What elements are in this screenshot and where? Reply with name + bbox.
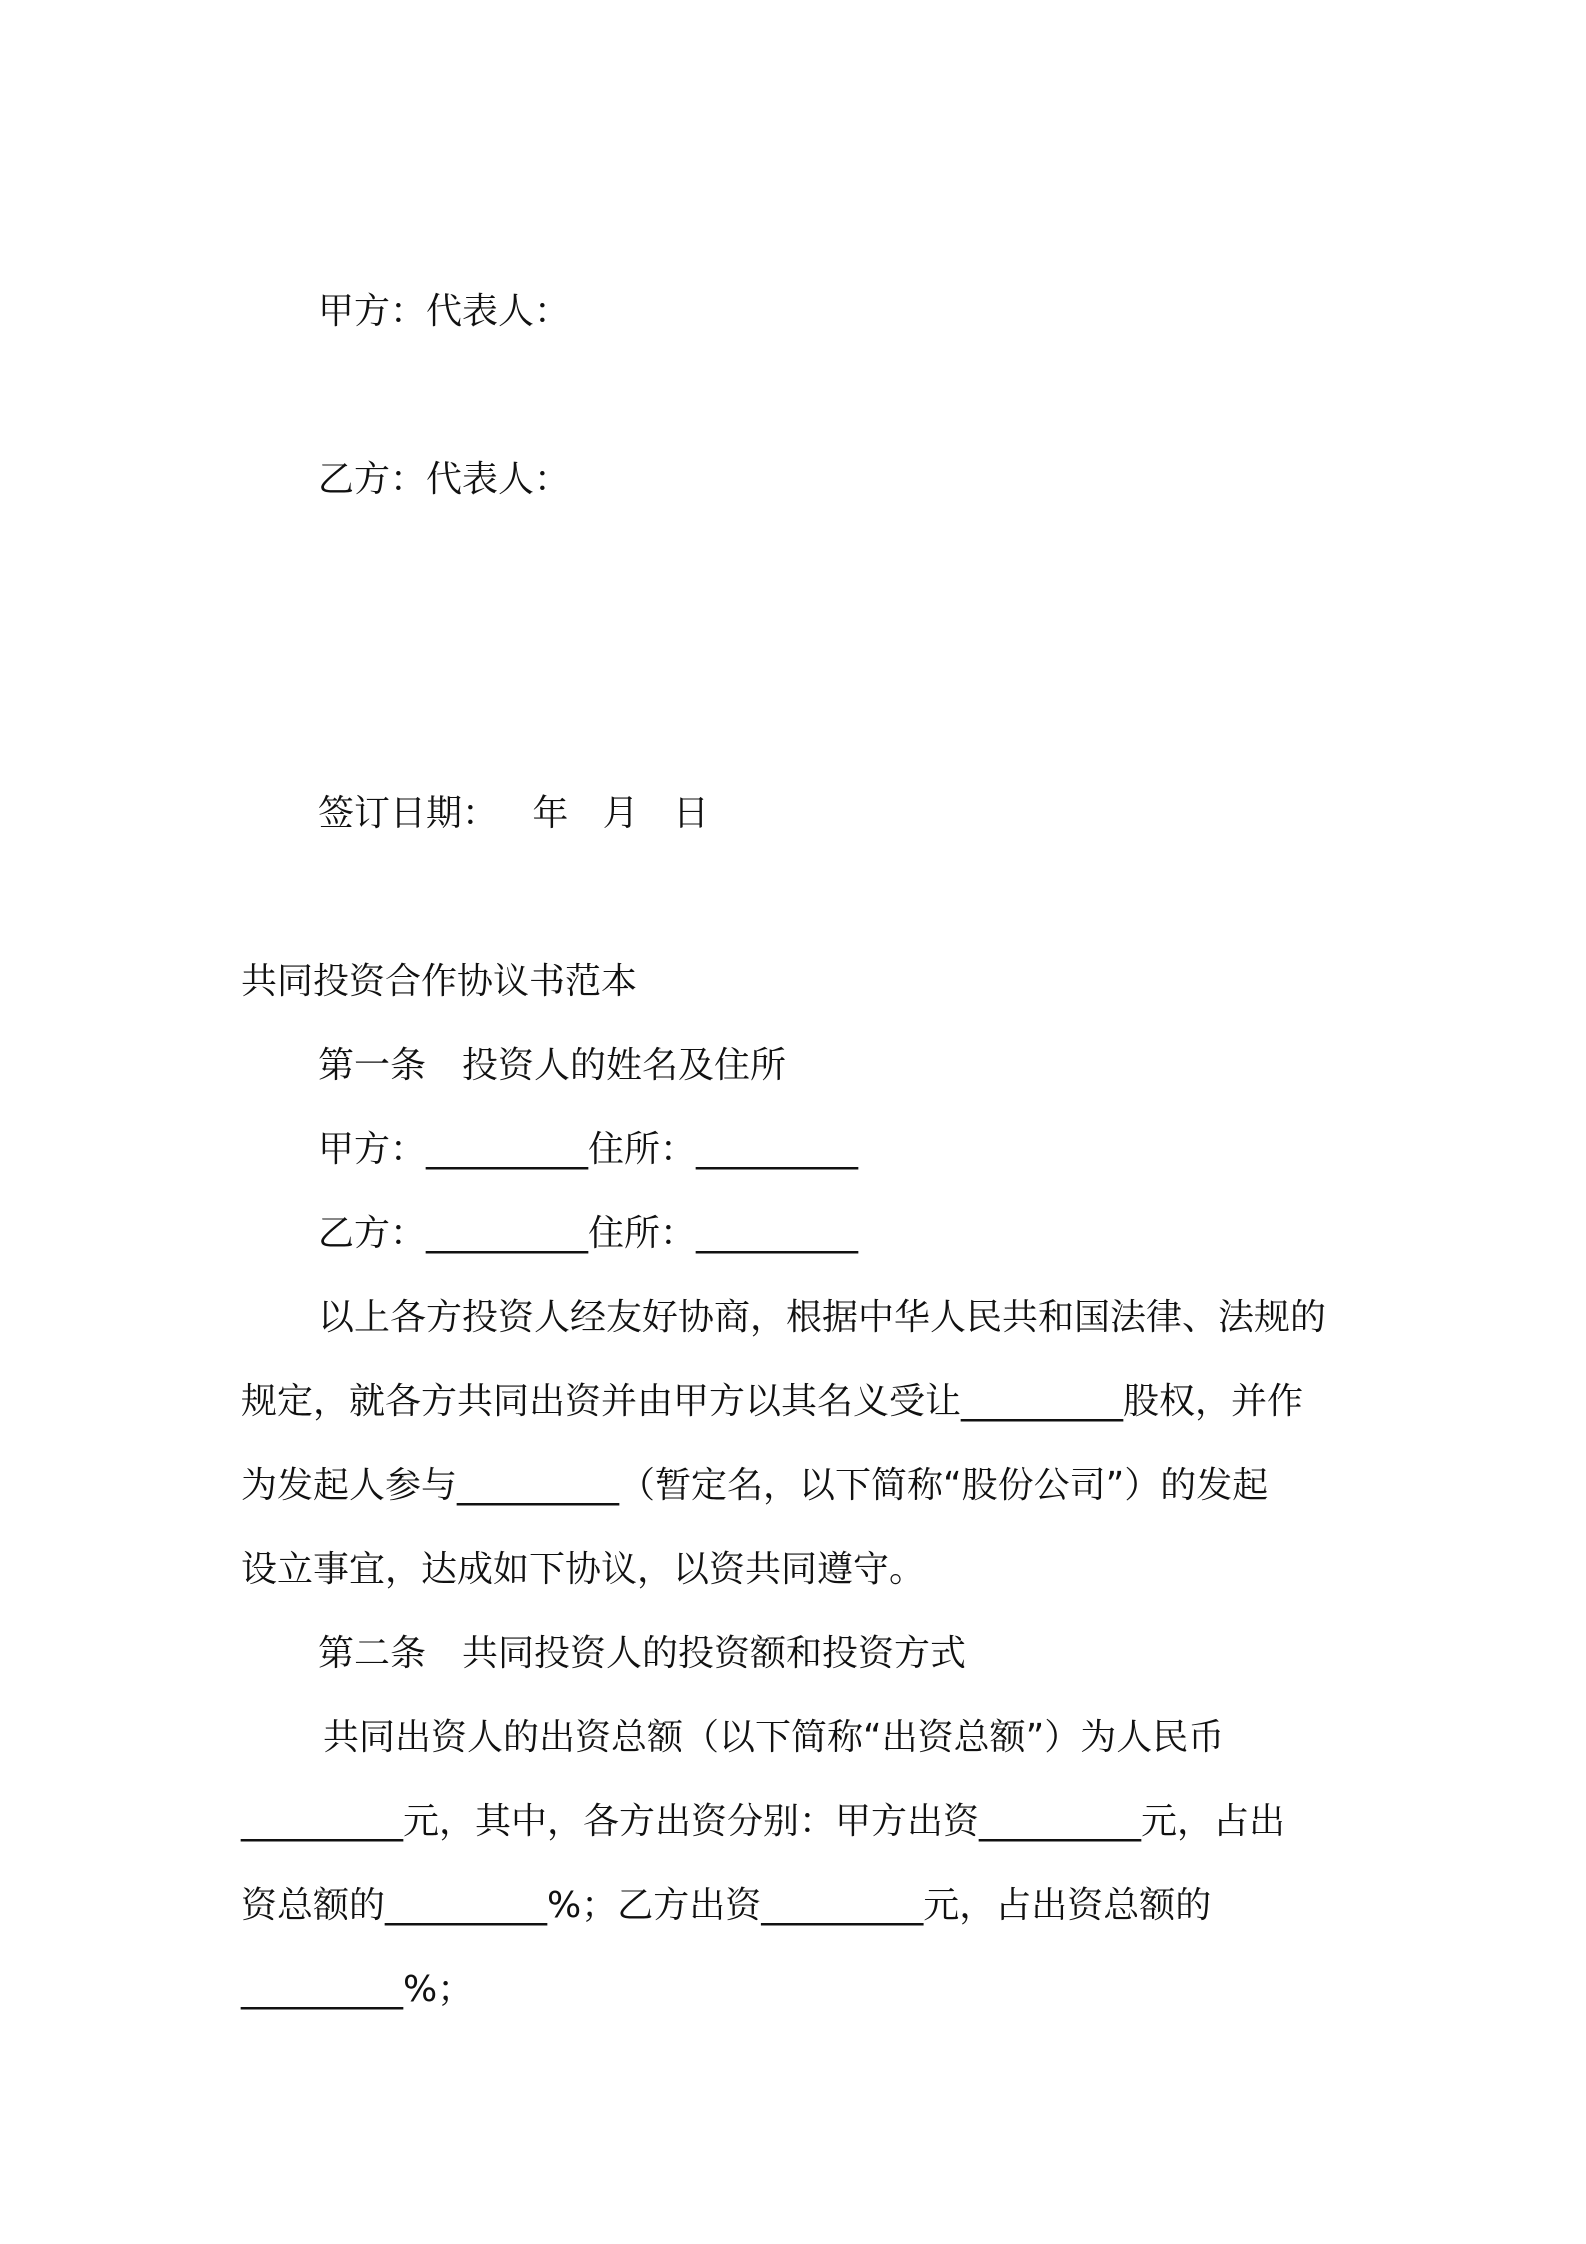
preamble-line-4: 设立事宜，达成如下协议，以资共同遵守。	[241, 1549, 926, 1590]
signature-date: 签订日期： 年 月 日	[318, 793, 709, 834]
article-1-heading: 第一条 投资人的姓名及住所	[318, 1045, 787, 1086]
article-2-line-3: 资总额的_________%；乙方出资_________元，占出资总额的	[241, 1885, 1212, 1926]
article-1-party-b: 乙方：_________住所：_________	[318, 1213, 859, 1254]
signature-party-b: 乙方：代表人：	[318, 459, 571, 500]
preamble-line-3: 为发起人参与_________（暂定名，以下简称“股份公司”）的发起	[241, 1465, 1269, 1506]
document-title: 共同投资合作协议书范本	[241, 961, 638, 1002]
article-2-heading: 第二条 共同投资人的投资额和投资方式	[318, 1633, 967, 1674]
article-2-line-2: _________元，其中，各方出资分别：甲方出资_________元，占出	[241, 1801, 1286, 1842]
preamble-line-2: 规定，就各方共同出资并由甲方以其名义受让_________股权，并作	[241, 1381, 1304, 1422]
preamble-line-1: 以上各方投资人经友好协商，根据中华人民共和国法律、法规的	[318, 1297, 1327, 1338]
article-2-line-1: 共同出资人的出资总额（以下简称“出资总额”）为人民币	[323, 1717, 1225, 1758]
signature-party-a: 甲方：代表人：	[318, 291, 571, 332]
article-1-party-a: 甲方：_________住所：_________	[318, 1129, 859, 1170]
article-2-line-4: _________%；	[241, 1969, 474, 2010]
